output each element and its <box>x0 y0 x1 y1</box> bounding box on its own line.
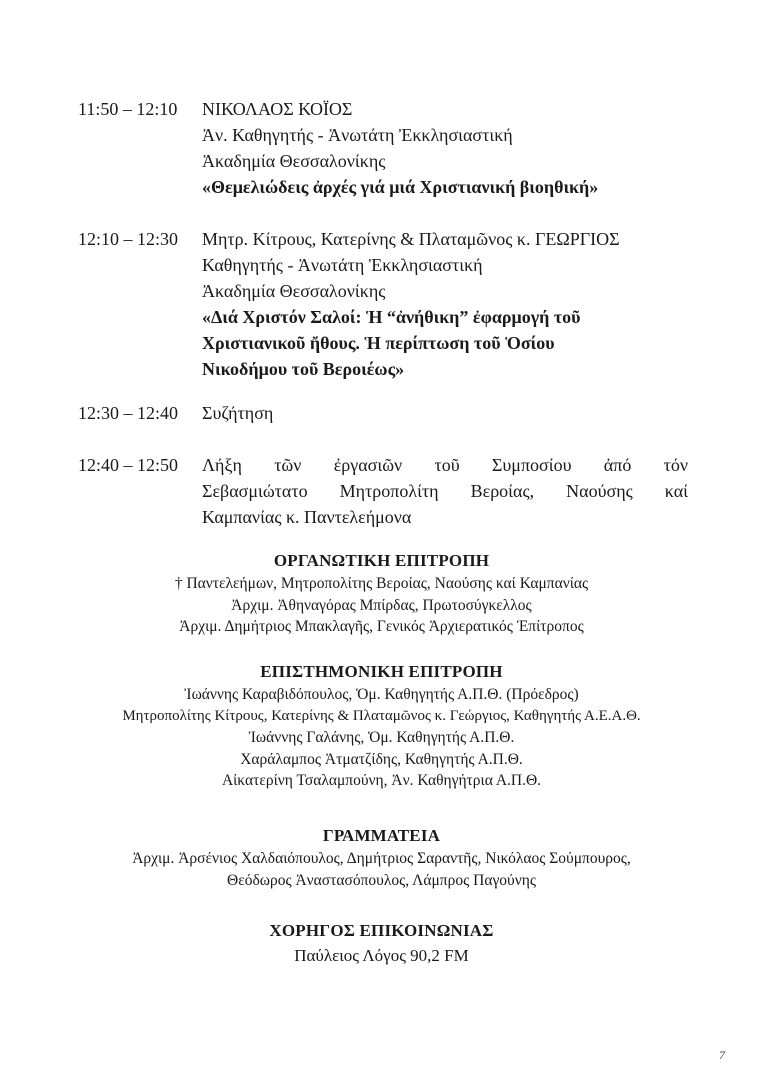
schedule-entry <box>78 226 688 382</box>
session-description: Λήξη τῶν ἐργασιῶν τοῦ Συμποσίου ἀπό τόν <box>202 455 688 475</box>
speaker-name: ΝΙΚΟΛΑΟΣ ΚΟΪΟΣ <box>202 99 353 119</box>
committee-member: Ἀρχιμ. Δημήτριος Μπακλαγῆς, Γενικός Ἀρχιερατικός Ἐπίτροπος <box>179 618 584 635</box>
committee-member: Θεόδωρος Ἀναστασόπουλος, Λάμπρος Παγούνης <box>227 871 536 889</box>
speaker-affiliation: Ἀν. Καθηγητής - Ἀνωτάτη Ἐκκλησιαστική <box>202 125 513 145</box>
section-heading: ΟΡΓΑΝΩΤΙΚΗ ΕΠΙΤΡΟΠΗ <box>273 551 490 570</box>
committee-member: † Παντελεήμων, Μητροπολίτης Βεροίας, Ναούσης καί Καμπανίας <box>174 575 589 592</box>
schedule-entry <box>78 96 688 200</box>
committee-member: Ἰωάννης Γαλάνης, Ὁμ. Καθηγητής Α.Π.Θ. <box>248 729 515 746</box>
committee-member: Ἰωάννης Καραβιδόπουλος, Ὁμ. Καθηγητής Α.Π.Θ. (Πρόεδρος) <box>184 686 579 703</box>
speaker-affiliation: Ἀκαδημία Θεσσαλονίκης <box>202 281 386 301</box>
secretariat <box>0 824 763 891</box>
section-heading: ΕΠΙΣΤΗΜΟΝΙΚΗ ΕΠΙΤΡΟΠΗ <box>260 662 503 681</box>
talk-title: Χριστιανικοῦ ἤθους. Ἡ περίπτωση τοῦ Ὁσίου <box>202 333 555 353</box>
session-description: Συζήτηση <box>202 403 274 423</box>
talk-title: Νικοδήμου τοῦ Βεροιέως» <box>202 359 405 379</box>
time-slot: 12:30 – 12:40 <box>78 403 179 423</box>
communication-sponsor <box>0 919 763 969</box>
speaker-affiliation: Ἀκαδημία Θεσσαλονίκης <box>202 151 386 171</box>
committee-member: Μητροπολίτης Κίτρους, Κατερίνης & Πλαταμῶνος κ. Γεώργιος, Καθηγητής Α.Ε.Α.Θ. <box>122 707 641 724</box>
committee-member: Χαράλαμπος Ἀτματζίδης, Καθηγητής Α.Π.Θ. <box>240 750 523 768</box>
time-slot: 12:40 – 12:50 <box>78 455 179 475</box>
schedule-entry <box>78 400 688 426</box>
speaker-name: Μητρ. Κίτρους, Κατερίνης & Πλαταμῶνος κ. ΓΕΩΡΓΙΟΣ <box>202 229 620 249</box>
sponsor-name: Παύλειος Λόγος 90,2 FM <box>294 946 469 965</box>
schedule-entry <box>78 452 688 530</box>
session-description: Σεβασμιώτατο Μητροπολίτη Βεροίας, Ναούσης καί <box>202 481 688 501</box>
time-slot: 11:50 – 12:10 <box>78 99 178 119</box>
committee-member: Ἀρχιμ. Ἀρσένιος Χαλδαιόπουλος, Δημήτριος Σαραντῆς, Νικόλαος Σούμπουρος, <box>132 850 631 867</box>
scientific-committee <box>0 660 763 792</box>
section-heading: ΧΟΡΗΓΟΣ ΕΠΙΚΟΙΝΩΝΙΑΣ <box>269 921 494 940</box>
talk-title: «Διά Χριστόν Σαλοί: Ἡ “ἀνήθικη” ἐφαρμογή τοῦ <box>202 307 581 327</box>
session-description: Καμπανίας κ. Παντελεήμονα <box>202 507 412 527</box>
section-heading: ΓΡΑΜΜΑΤΕΙΑ <box>322 826 441 845</box>
organizing-committee <box>0 549 763 638</box>
talk-title: «Θεμελιώδεις ἀρχές γιά μιά Χριστιανική βιοηθική» <box>202 177 599 197</box>
speaker-affiliation: Καθηγητής - Ἀνωτάτη Ἐκκλησιαστική <box>202 255 483 275</box>
committee-member: Ἀρχιμ. Ἀθηναγόρας Μπίρδας, Πρωτοσύγκελλος <box>231 596 532 614</box>
time-slot: 12:10 – 12:30 <box>78 229 179 249</box>
committee-member: Αἰκατερίνη Τσαλαμπούνη, Ἀν. Καθηγήτρια Α.Π.Θ. <box>221 772 542 789</box>
page-number: 7 <box>719 1048 725 1062</box>
